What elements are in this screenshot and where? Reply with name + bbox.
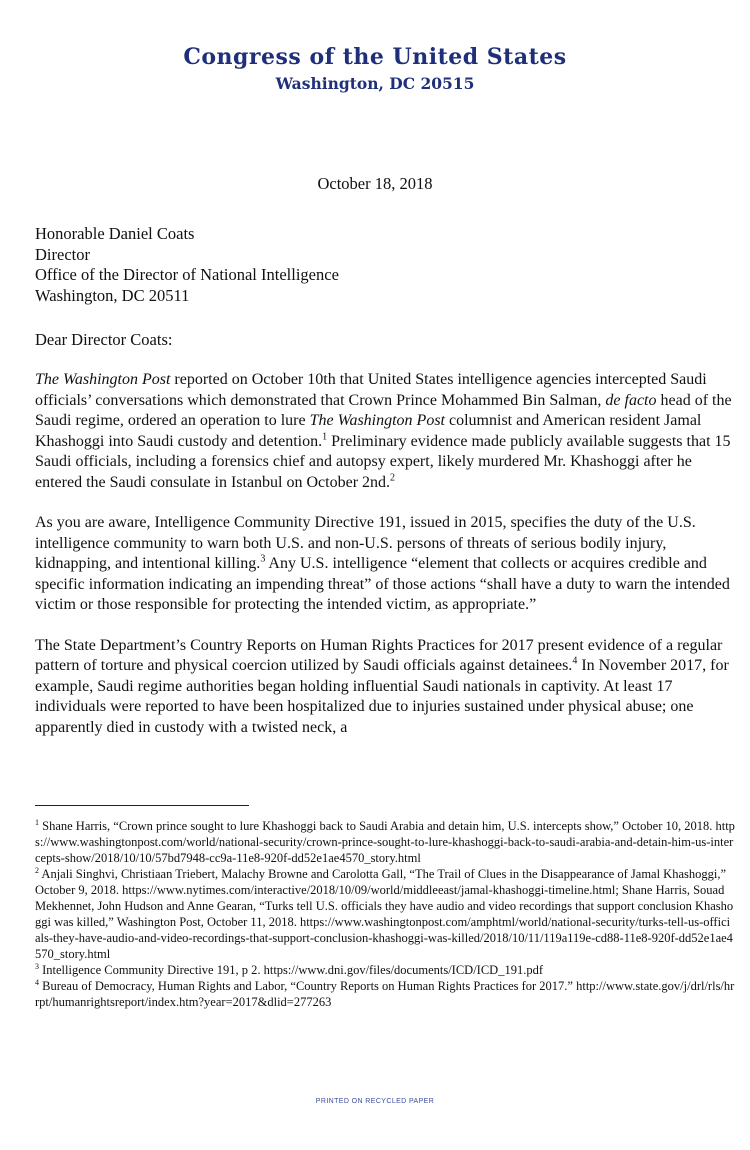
- publication-name: The Washington Post: [35, 371, 171, 388]
- footnote-divider: [35, 805, 249, 806]
- paragraph-1: [35, 370, 735, 493]
- footnote-ref: 4: [572, 655, 578, 667]
- footnote-number: 3: [35, 961, 39, 971]
- paragraph-text: The State Department’s Country Reports on Human Rights Practices for 2017 present evidence of a regular pattern of torture and physical coercion utilized by Saudi officials against detainees.: [35, 636, 723, 674]
- footnote-number: 1: [35, 817, 39, 827]
- footnote-text: Shane Harris, “Crown prince sought to lure Khashoggi back to Saudi Arabia and detain him, U.S. intercepts show,” October 10, 2018. https://www.washingtonpost.com/world/national-security/crown-prince-sought-to-lure-khashoggi-back-to-saudi-arabia-and-detain-him-us-intercepts-show/2018/10/10/57bd7948-cc9a-11e8-920f-dd52e1ae4570_story.html: [35, 819, 735, 865]
- paragraph-text: head of the Saudi regime, ordered an operation to lure: [35, 391, 732, 429]
- footnote-1: [35, 818, 735, 866]
- publication-name: The Washington Post: [309, 412, 445, 429]
- recipient-office: Office of the Director of National Intelligence: [35, 265, 339, 284]
- letter-date: October 18, 2018: [317, 174, 433, 193]
- footnote-text: Anjali Singhvi, Christiaan Triebert, Malachy Browne and Carolotta Gall, “The Trail of Clues in the Disappearance of Jamal Khashoggi,” October 9, 2018. https://www.nytimes.com/interactive/2018/10/09/world/middleeast/jamal-khashoggi-timeline.html; Shane Harris, Souad Mekhennet, John Hudson and Anne Gearan, “Turks tell U.S. officials they have audio and video recordings that support conclusion Khashoggi was killed,” Washington Post, October 11, 2018. https://www.washingtonpost.com/amphtml/world/national-security/turks-tell-us-officials-they-have-audio-and-video-recordings-that-support-conclusion-khashoggi-was-killed/2018/10/11/119a119e-cd88-11e8-920f-dd52e1ae4570_story.html: [35, 867, 734, 961]
- footnotes: [35, 818, 735, 1010]
- recycled-paper-notice: PRINTED ON RECYCLED PAPER: [315, 1098, 435, 1105]
- footnote-text: Intelligence Community Directive 191, p 2. https://www.dni.gov/files/documents/ICD/ICD_191.pdf: [39, 963, 543, 977]
- footnote-2: [35, 866, 735, 962]
- letter-body: [35, 370, 735, 758]
- paragraph-3: [35, 636, 735, 739]
- letterhead-title: Congress of the United States: [183, 44, 567, 70]
- paragraph-text: Any U.S. intelligence “element that collects or acquires credible and specific information indicating an impending threat” of those actions “shall have a duty to warn the intended victim or those responsible for protecting the intended victim, as appropriate.”: [35, 555, 730, 613]
- paragraph-text: reported on October 10th that United States intelligence agencies intercepted Saudi officials’ conversations which demonstrated that Crown Prince Mohammed Bin Salman,: [35, 371, 707, 409]
- footnote-4: [35, 978, 735, 1010]
- letterhead: [0, 44, 750, 93]
- recipient-name: Honorable Daniel Coats: [35, 224, 195, 243]
- footnote-ref: 2: [390, 472, 396, 484]
- paragraph-text: columnist and American resident Jamal Khashoggi into Saudi custody and detention.: [35, 412, 702, 450]
- paragraph-text: As you are aware, Intelligence Community Directive 191, issued in 2015, specifies the duty of the U.S. intelligence community to warn both U.S. and non-U.S. persons of threats of serious bodily injury, kidnapping, and intentional killing.: [35, 514, 696, 572]
- footnote-3: [35, 962, 735, 978]
- letterhead-city: Washington, DC 20515: [275, 74, 475, 93]
- salutation: Dear Director Coats:: [35, 330, 173, 349]
- recipient-city: Washington, DC 20511: [35, 285, 190, 305]
- footnote-ref: 3: [260, 553, 266, 565]
- footnote-ref: 1: [322, 431, 328, 443]
- footnote-number: 4: [35, 977, 39, 987]
- recipient-address: [35, 224, 339, 306]
- footnote-number: 2: [35, 865, 39, 875]
- paragraph-text: In November 2017, for example, Saudi regime authorities began holding influential Saudi nationals in captivity. At least 17 individuals were reported to have been hospitalized due to injuries sustained under physical abuse; one apparently died in custody with a twisted neck, a: [35, 657, 729, 736]
- recipient-title: Director: [35, 244, 90, 264]
- footnote-text: Bureau of Democracy, Human Rights and Labor, “Country Reports on Human Rights Practices for 2017.” http://www.state.gov/j/drl/rls/hrrpt/humanrightsreport/index.htm?year=2017&dlid=277263: [35, 979, 735, 1009]
- italic-phrase: de facto: [605, 391, 657, 409]
- paragraph-text: Preliminary evidence made publicly available suggests that 15 Saudi officials, including a forensics chief and autopsy expert, likely murdered Mr. Khashoggi after he entered the Saudi consulate in Istanbul on October 2nd.: [35, 432, 731, 491]
- paragraph-2: [35, 513, 735, 616]
